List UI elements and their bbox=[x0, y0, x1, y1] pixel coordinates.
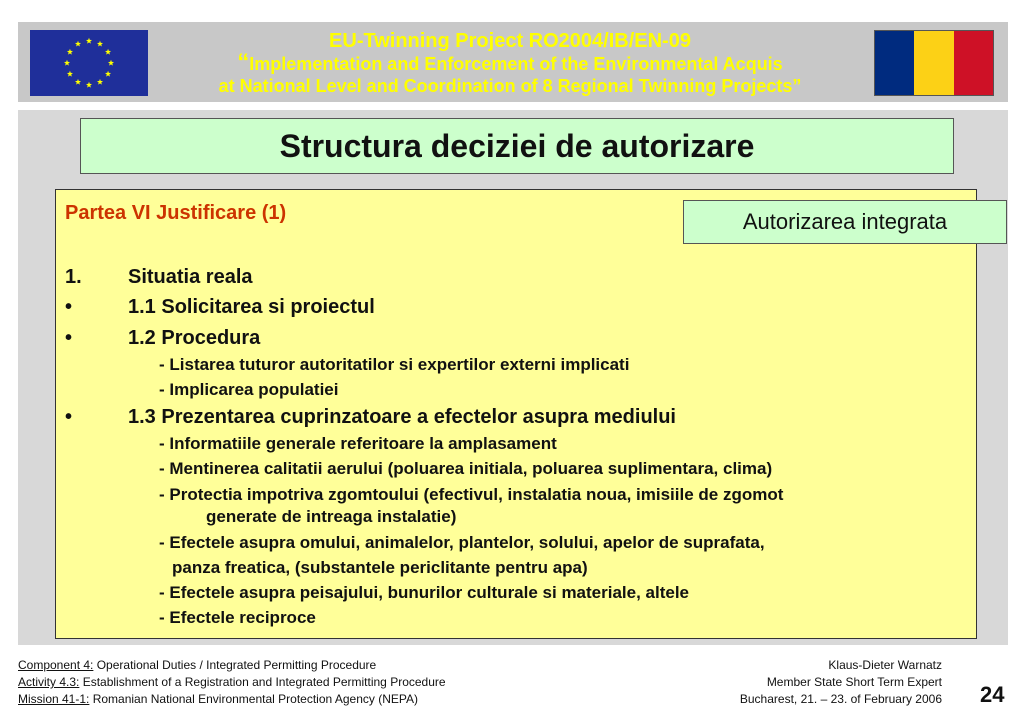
footer-text: Establishment of a Registration and Integrated Permitting Procedure bbox=[79, 675, 446, 689]
footer-mission bbox=[18, 691, 446, 708]
slide-title: Structura deciziei de autorizare bbox=[80, 118, 954, 174]
footer-label: Mission 41-1: bbox=[18, 692, 90, 706]
sub-item: - Efectele reciproce bbox=[159, 608, 316, 627]
bullet-marker: • bbox=[65, 327, 73, 349]
bullet-marker: • bbox=[65, 406, 73, 428]
outline-item-situatia: Situatia reala bbox=[128, 266, 253, 288]
eu-star-icon bbox=[86, 82, 92, 88]
page-number: 24 bbox=[980, 682, 1005, 707]
project-subtitle-line1: Implementation and Enforcement of the Environmental Acquis bbox=[249, 54, 783, 74]
footer-date: Bucharest, 21. – 23. of February 2006 bbox=[739, 692, 942, 706]
ro-stripe-blue bbox=[875, 31, 914, 95]
eu-star-icon bbox=[97, 41, 103, 47]
eu-star-icon bbox=[108, 60, 114, 66]
eu-star-icon bbox=[75, 41, 81, 47]
eu-star-icon bbox=[67, 49, 73, 55]
eu-flag-icon bbox=[30, 30, 148, 96]
eu-star-icon bbox=[86, 38, 92, 44]
outline-item-1-1: 1.1 Solicitarea si proiectul bbox=[128, 296, 375, 318]
footer-author: Klaus-Dieter Warnatz bbox=[828, 658, 942, 672]
footer-text: Romanian National Environmental Protection Agency (NEPA) bbox=[89, 692, 418, 706]
eu-star-icon bbox=[97, 79, 103, 85]
outline-item-1-3: 1.3 Prezentarea cuprinzatoare a efectelor asupra mediului bbox=[128, 406, 676, 428]
numbered-marker: 1. bbox=[65, 266, 82, 288]
eu-stars bbox=[30, 30, 148, 96]
open-quote: “ bbox=[237, 49, 250, 76]
project-subtitle bbox=[150, 49, 870, 76]
footer-activity bbox=[18, 674, 446, 691]
footer-text: Operational Duties / Integrated Permitting Procedure bbox=[93, 658, 377, 672]
project-header bbox=[150, 30, 870, 97]
sub-item: - Efectele asupra omului, animalelor, plantelor, solului, apelor de suprafata, bbox=[159, 533, 765, 552]
sub-item: - Mentinerea calitatii aerului (poluarea initiala, poluarea suplimentara, clima) bbox=[159, 459, 773, 478]
project-code: EU-Twinning Project RO2004/IB/EN-09 bbox=[329, 30, 691, 52]
project-subtitle-line2: at National Level and Coordination of 8 Regional Twinning Projects” bbox=[218, 76, 802, 96]
eu-star-icon bbox=[105, 49, 111, 55]
eu-star-icon bbox=[75, 79, 81, 85]
footer-label: Activity 4.3: bbox=[18, 675, 80, 689]
sub-item-continuation: generate de intreaga instalatie) bbox=[206, 507, 457, 526]
footer-right bbox=[740, 657, 942, 708]
eu-star-icon bbox=[105, 71, 111, 77]
romania-flag-icon bbox=[874, 30, 994, 96]
eu-star-icon bbox=[67, 71, 73, 77]
sub-item-continuation: panza freatica, (substantele periclitante pentru apa) bbox=[172, 558, 588, 577]
outline-item-1-2: 1.2 Procedura bbox=[128, 327, 261, 349]
ro-stripe-red bbox=[954, 31, 993, 95]
footer-label: Component 4: bbox=[18, 658, 94, 672]
footer-left bbox=[18, 657, 446, 708]
sub-item: - Informatiile generale referitoare la amplasament bbox=[159, 434, 557, 453]
bullet-marker: • bbox=[65, 296, 73, 318]
sub-item: - Efectele asupra peisajului, bunurilor culturale si materiale, altele bbox=[159, 583, 690, 602]
footer-role: Member State Short Term Expert bbox=[766, 675, 942, 689]
sub-item: - Implicarea populatiei bbox=[159, 380, 339, 399]
tag-autorizarea-integrata: Autorizarea integrata bbox=[683, 200, 1007, 244]
sub-item: - Protectia impotriva zgomtoului (efectivul, instalatia noua, imisiile de zgomot bbox=[159, 485, 784, 504]
footer-component bbox=[18, 657, 446, 674]
part-heading: Partea VI Justificare (1) bbox=[65, 202, 287, 224]
ro-stripe-yellow bbox=[914, 31, 953, 95]
sub-item: - Listarea tuturor autoritatilor si expertilor externi implicati bbox=[159, 355, 630, 374]
eu-star-icon bbox=[64, 60, 70, 66]
